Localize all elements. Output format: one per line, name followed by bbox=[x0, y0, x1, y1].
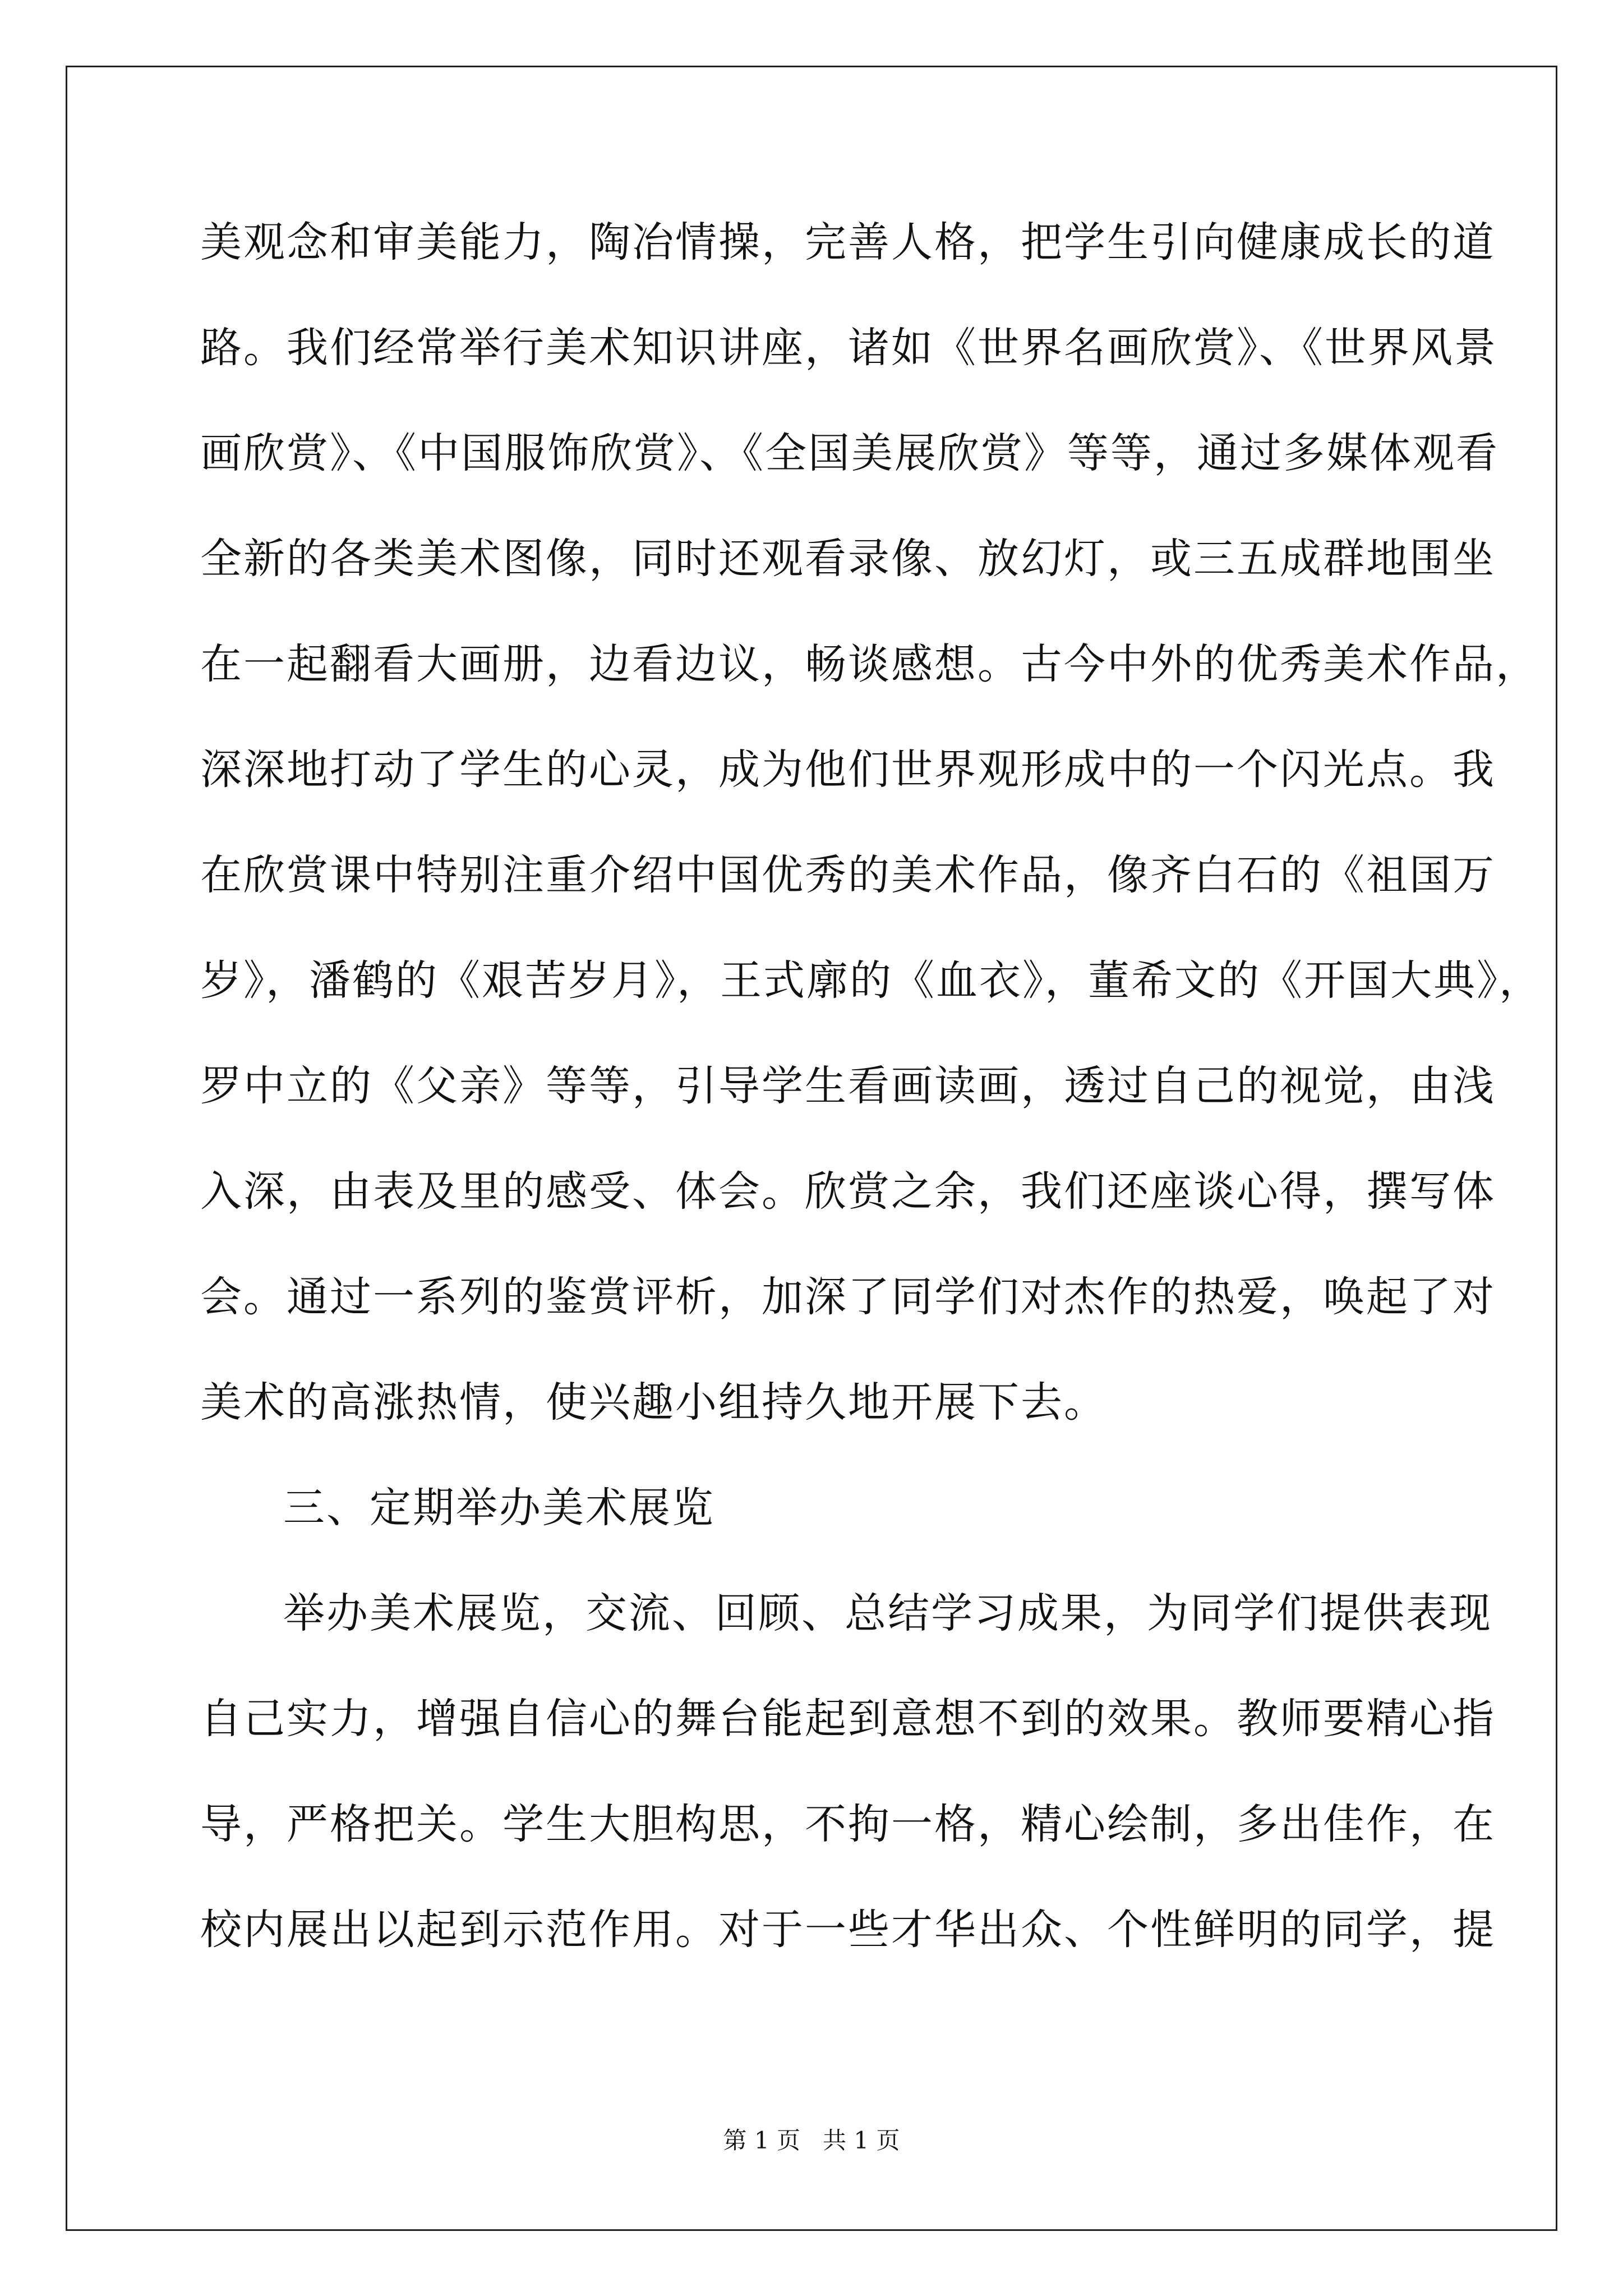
page-number-footer: 第 1 页 共 1 页 bbox=[723, 2127, 900, 2154]
text-line: 深深地打动了学生的心灵，成为他们世界观形成中的一个闪光点。我 bbox=[200, 746, 1496, 794]
section-heading: 三、定期举办美术展览 bbox=[283, 1484, 715, 1532]
text-line: 美观念和审美能力，陶冶情操，完善人格，把学生引向健康成长的道 bbox=[200, 218, 1496, 266]
paragraph-first-line: 举办美术展览，交流、回顾、总结学习成果，为同学们提供表现 bbox=[283, 1589, 1492, 1637]
document-body bbox=[200, 218, 1542, 2014]
text-line: 罗中立的《父亲》等等，引导学生看画读画，透过自己的视觉，由浅 bbox=[200, 1062, 1496, 1110]
text-line: 自己实力，增强自信心的舞台能起到意想不到的效果。教师要精心指 bbox=[200, 1695, 1496, 1743]
text-line: 画欣赏》、《中国服饰欣赏》、《全国美展欣赏》等等，通过多媒体观看 bbox=[200, 429, 1499, 477]
text-line: 全新的各类美术图像，同时还观看录像、放幻灯，或三五成群地围坐 bbox=[200, 535, 1496, 583]
text-line: 岁》，潘鹤的《艰苦岁月》，王式廓的《血衣》，董希文的《开国大典》， bbox=[200, 956, 1542, 1005]
text-line: 路。我们经常举行美术知识讲座，诸如《世界名画欣赏》、《世界风景 bbox=[200, 324, 1497, 372]
text-line: 在欣赏课中特别注重介绍中国优秀的美术作品，像齐白石的《祖国万 bbox=[200, 851, 1496, 899]
text-line: 导，严格把关。学生大胆构思，不拘一格，精心绘制，多出佳作，在 bbox=[200, 1800, 1496, 1848]
text-line: 会。通过一系列的鉴赏评析，加深了同学们对杰作的热爱，唤起了对 bbox=[200, 1273, 1496, 1321]
text-line: 在一起翻看大画册，边看边议，畅谈感想。古今中外的优秀美术作品， bbox=[200, 640, 1539, 688]
text-line: 入深，由表及里的感受、体会。欣赏之余，我们还座谈心得，撰写体 bbox=[200, 1167, 1496, 1216]
text-line: 校内展出以起到示范作用。对于一些才华出众、个性鲜明的同学，提 bbox=[200, 1906, 1496, 1954]
text-line: 美术的高涨热情，使兴趣小组持久地开展下去。 bbox=[200, 1378, 1107, 1427]
